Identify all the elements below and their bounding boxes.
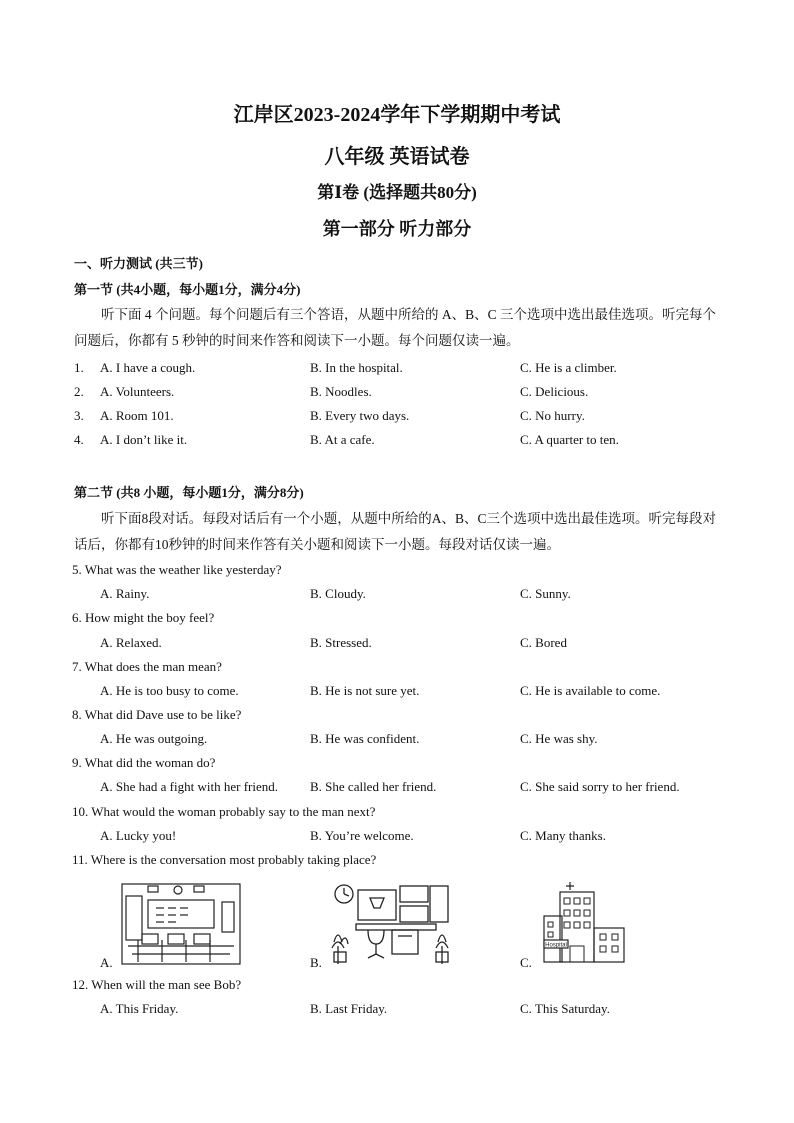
option-a: A. I don’t like it. <box>100 432 188 447</box>
volume-title: 第Ⅰ卷 (选择题共80分) <box>317 183 477 202</box>
option-a: A. He was outgoing. <box>100 731 208 746</box>
exam-subtitle: 八年级 英语试卷 <box>324 146 470 168</box>
option-c: C. A quarter to ten. <box>520 432 619 447</box>
question-stem <box>72 852 722 872</box>
question-text: 5. What was the weather like yesterday? <box>72 562 282 577</box>
option-b: B. Every two days. <box>310 408 410 423</box>
option-a-label: A. <box>100 955 113 970</box>
option-a: A. I have a cough. <box>100 360 196 375</box>
option-c: C. He is a climber. <box>520 360 617 375</box>
section1-heading: 第一节 (共4小题，每小题1分，满分4分) <box>74 282 301 297</box>
question-text: 10. What would the woman probably say to the man next? <box>72 804 376 819</box>
option-a: A. He is too busy to come. <box>100 683 239 698</box>
question-options <box>74 731 724 751</box>
question-row <box>74 360 724 380</box>
section2-instructions: 听下面8段对话。每段对话后有一个小题，从题中所给的A、B、C三个选项中选出最佳选项。听完每段对话后，你都有10秒钟的时间来作答有关小题和阅读下一小题。每段对话仅读一遍。 <box>74 511 717 552</box>
question-number: 2. <box>74 384 84 399</box>
option-a: A. Room 101. <box>100 408 174 423</box>
option-c: C. No hurry. <box>520 408 585 423</box>
question-stem <box>72 977 722 997</box>
question-text: 12. When will the man see Bob? <box>72 977 242 992</box>
option-b: B. She called her friend. <box>310 779 437 794</box>
question-stem <box>72 610 722 630</box>
hospital-sign: Hospital <box>545 942 567 949</box>
section2-heading: 第二节 (共8 小题，每小题1分，满分8分) <box>74 485 304 500</box>
option-a: A. Relaxed. <box>100 635 162 650</box>
option-c: C. Delicious. <box>520 384 589 399</box>
question-text: 7. What does the man mean? <box>72 659 222 674</box>
question-options <box>74 779 724 799</box>
option-c: C. She said sorry to her friend. <box>520 779 680 794</box>
option-b-label: B. <box>310 955 322 970</box>
question-stem <box>72 707 722 727</box>
question-stem <box>72 755 722 775</box>
option-b: B. In the hospital. <box>310 360 403 375</box>
question-row <box>74 408 724 428</box>
question-text: 6. How might the boy feel? <box>72 610 215 625</box>
option-a: A. She had a fight with her friend. <box>100 779 278 794</box>
question-row <box>74 432 724 452</box>
option-b: B. He is not sure yet. <box>310 683 420 698</box>
question-options <box>74 828 724 848</box>
option-b: B. Cloudy. <box>310 586 366 601</box>
exam-title: 江岸区2023-2024学年下学期期中考试 <box>233 104 561 126</box>
option-b: B. You’re welcome. <box>310 828 414 843</box>
option-b: B. At a cafe. <box>310 432 375 447</box>
part-title: 第一部分 听力部分 <box>322 219 472 239</box>
question-options <box>74 586 724 606</box>
question-stem <box>72 804 722 824</box>
option-b: B. He was confident. <box>310 731 420 746</box>
option-a: A. Lucky you! <box>100 828 177 843</box>
option-c: C. This Saturday. <box>520 1001 610 1016</box>
option-a: A. This Friday. <box>100 1001 179 1016</box>
option-a: A. Rainy. <box>100 586 150 601</box>
option-a: A. Volunteers. <box>100 384 175 399</box>
option-b: B. Last Friday. <box>310 1001 388 1016</box>
question-text: 11. Where is the conversation most probably taking place? <box>72 852 377 867</box>
classroom-picture <box>118 880 244 966</box>
option-c: C. Bored <box>520 635 567 650</box>
question-number: 4. <box>74 432 84 447</box>
option-c: C. He was shy. <box>520 731 598 746</box>
option-c: C. Many thanks. <box>520 828 606 843</box>
question-text: 9. What did the woman do? <box>72 755 216 770</box>
option-c-label: C. <box>520 955 532 970</box>
question-options <box>74 635 724 655</box>
listening-heading: 一、听力测试 (共三节) <box>74 256 203 271</box>
question-row <box>74 384 724 404</box>
question-number: 1. <box>74 360 84 375</box>
office-picture <box>330 880 454 964</box>
option-c: C. Sunny. <box>520 586 571 601</box>
question-stem <box>72 659 722 679</box>
option-c: C. He is available to come. <box>520 683 661 698</box>
section1-instructions: 听下面 4 个问题。每个问题后有三个答语，从题中所给的 A、B、C 三个选项中选出最佳选项。听完每个问题后，你都有 5 秒钟的时间来作答和阅读下一小题。每个问题仅读一遍。 <box>74 307 717 348</box>
question-options <box>74 1001 724 1021</box>
option-b: B. Stressed. <box>310 635 372 650</box>
option-b: B. Noodles. <box>310 384 372 399</box>
question-text: 8. What did Dave use to be like? <box>72 707 242 722</box>
question-number: 3. <box>74 408 84 423</box>
hospital-picture <box>540 880 630 964</box>
question-stem <box>72 562 722 582</box>
question-options <box>74 683 724 703</box>
